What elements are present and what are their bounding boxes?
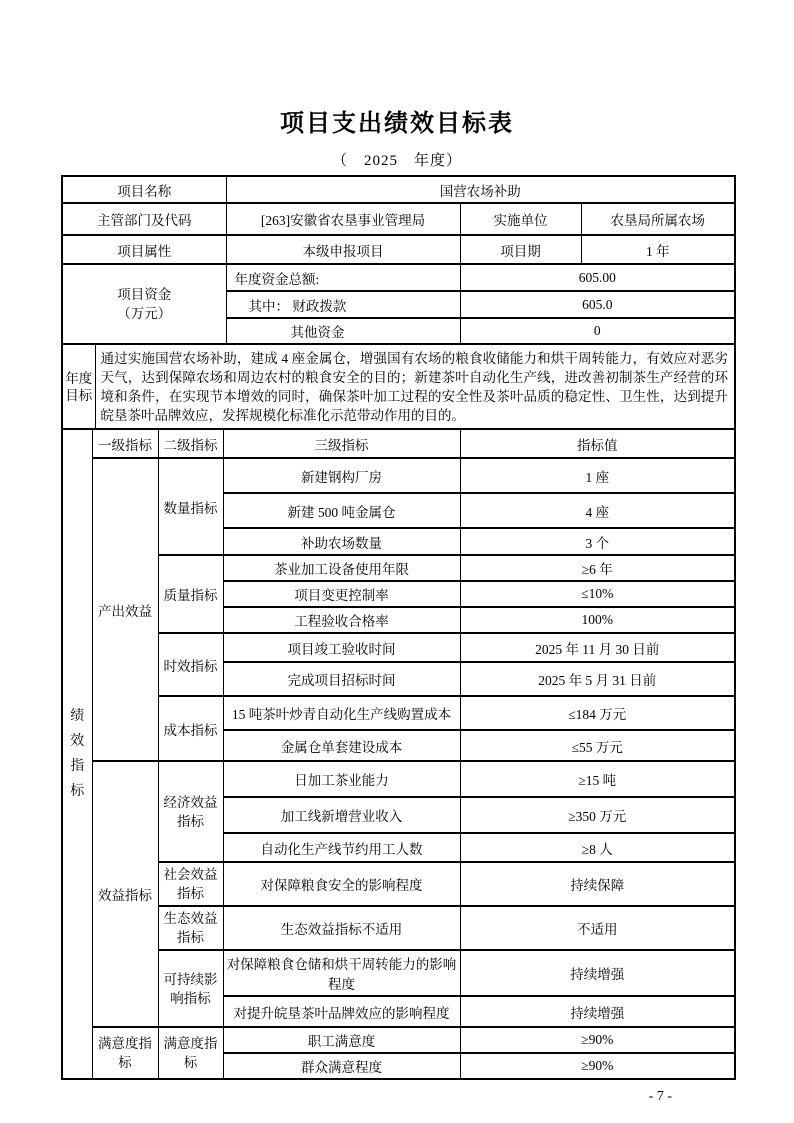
indicator-row <box>62 633 735 662</box>
indicator-value-cell: 4 座 <box>460 493 735 528</box>
funding-label <box>62 264 226 344</box>
level1-satisfaction: 满意度指标 <box>92 1027 158 1079</box>
indicator-name-cell: 对提升皖垦茶叶品牌效应的影响程度 <box>223 996 460 1027</box>
indicator-value-cell: 2025 年 5 月 31 日前 <box>460 662 735 696</box>
funding-label-line1: 项目资金 <box>117 287 172 302</box>
indicator-value-cell: ≥15 吨 <box>460 761 735 797</box>
level2-cost: 成本指标 <box>158 696 223 761</box>
indicator-name-cell: 补助农场数量 <box>223 528 460 555</box>
indicator-name-cell: 对保障粮食安全的影响程度 <box>223 862 460 906</box>
indicator-name-cell: 新建 500 吨金属仓 <box>223 493 460 528</box>
dept-value: [263]安徽省农垦事业管理局 <box>226 203 460 235</box>
project-name-label: 项目名称 <box>62 176 226 203</box>
indicator-value-cell: ≥90% <box>460 1053 735 1079</box>
indicator-value-cell: 3 个 <box>460 528 735 555</box>
attr-row <box>62 235 735 264</box>
header-level3: 三级指标 <box>223 430 460 458</box>
indicator-value-cell: ≥90% <box>460 1027 735 1053</box>
indicator-name-cell: 茶业加工设备使用年限 <box>223 555 460 581</box>
indicator-name-cell: 工程验收合格率 <box>223 607 460 633</box>
period-value: 1 年 <box>581 235 735 264</box>
level2-quantity: 数量指标 <box>158 458 223 555</box>
annual-goal-table <box>61 345 736 430</box>
indicator-name-cell: 新建钢构厂房 <box>223 458 460 493</box>
dept-label: 主管部门及代码 <box>62 203 226 235</box>
side-label-cell <box>62 430 92 1079</box>
indicator-row <box>62 862 735 906</box>
indicator-name-cell: 15 吨茶叶炒青自动化生产线购置成本 <box>223 696 460 730</box>
attr-label: 项目属性 <box>62 235 226 264</box>
indicator-value-cell: ≥350 万元 <box>460 797 735 833</box>
funding-total-label: 年度资金总额: <box>226 264 460 291</box>
funding-other-label: 其他资金 <box>226 318 460 344</box>
level2-quality: 质量指标 <box>158 555 223 633</box>
funding-total-value: 605.00 <box>460 264 735 291</box>
attr-value: 本级申报项目 <box>226 235 460 264</box>
page-subtitle: （ 2025 年度） <box>331 153 462 169</box>
indicator-row <box>62 696 735 730</box>
funding-row-total <box>62 264 735 291</box>
indicator-value-cell: 100% <box>460 607 735 633</box>
indicator-value-cell: ≥6 年 <box>460 555 735 581</box>
indicators-table <box>61 430 736 1080</box>
indicator-value-cell: ≤184 万元 <box>460 696 735 730</box>
indicators-header-row <box>62 430 735 458</box>
indicator-name-cell: 对保障粮食仓储和烘干周转能力的影响程度 <box>223 950 460 996</box>
impl-unit-label: 实施单位 <box>460 203 581 235</box>
indicator-value-cell: ≥8 人 <box>460 833 735 862</box>
level1-output: 产出效益 <box>92 458 158 761</box>
level2-social: 社会效益指标 <box>158 862 223 906</box>
header-value: 指标值 <box>460 430 735 458</box>
side-label: 绩效指标 <box>70 709 85 799</box>
indicator-name-cell: 完成项目招标时间 <box>223 662 460 696</box>
indicator-value-cell: 持续增强 <box>460 996 735 1027</box>
project-info-table <box>61 175 736 345</box>
indicator-row <box>62 458 735 493</box>
indicator-name-cell: 项目竣工验收时间 <box>223 633 460 662</box>
page-number: - 7 - <box>648 1089 672 1104</box>
indicator-name-cell: 加工线新增营业收入 <box>223 797 460 833</box>
indicator-name-cell: 日加工茶业能力 <box>223 761 460 797</box>
page-title: 项目支出绩效目标表 <box>280 111 514 137</box>
dept-row <box>62 203 735 235</box>
funding-fiscal-value: 605.0 <box>460 291 735 318</box>
indicator-name-cell: 群众满意程度 <box>223 1053 460 1079</box>
level2-sustain: 可持续影响指标 <box>158 950 223 1027</box>
indicator-row <box>62 761 735 797</box>
funding-label-line2: （万元） <box>117 306 172 321</box>
annual-goal-row <box>62 345 735 429</box>
impl-unit-value: 农垦局所属农场 <box>581 203 735 235</box>
indicator-name-cell: 职工满意度 <box>223 1027 460 1053</box>
level2-timeliness: 时效指标 <box>158 633 223 696</box>
indicator-value-cell: 不适用 <box>460 906 735 950</box>
level2-satisfaction: 满意度指标 <box>158 1027 223 1079</box>
funding-other-value: 0 <box>460 318 735 344</box>
indicator-row <box>62 950 735 996</box>
indicator-name-cell: 自动化生产线节约用工人数 <box>223 833 460 862</box>
indicator-row <box>62 1027 735 1053</box>
level2-economic: 经济效益指标 <box>158 761 223 862</box>
indicator-name-cell: 项目变更控制率 <box>223 581 460 607</box>
header-level2: 二级指标 <box>158 430 223 458</box>
indicator-value-cell: ≤10% <box>460 581 735 607</box>
indicator-row <box>62 555 735 581</box>
header-level1: 一级指标 <box>92 430 158 458</box>
indicator-row <box>62 906 735 950</box>
indicator-value-cell: ≤55 万元 <box>460 730 735 761</box>
project-name-value: 国营农场补助 <box>226 176 735 203</box>
funding-fiscal-label: 其中： 财政拨款 <box>226 291 460 318</box>
annual-goal-text: 通过实施国营农场补助，建成 4 座金属仓，增强国有农场的粮食收储能力和烘干周转能力，有效应对恶劣天气，达到保障农场和周边农村的粮食安全的目的；新建茶叶自动化生产线，进改善初制茶生产经营的环境和条件，在实现节本增效的同时，确保茶叶加工过程的安全性及茶叶品质的稳定性、卫生性，达到提升皖垦茶叶品牌效应，发挥规模化标准化示范带动作用的目的。 <box>95 345 735 429</box>
indicator-value-cell: 1 座 <box>460 458 735 493</box>
level1-benefit: 效益指标 <box>92 761 158 1027</box>
indicator-value-cell: 持续增强 <box>460 950 735 996</box>
period-label: 项目期 <box>460 235 581 264</box>
indicator-name-cell: 金属仓单套建设成本 <box>223 730 460 761</box>
indicator-name-cell: 生态效益指标不适用 <box>223 906 460 950</box>
project-name-row <box>62 176 735 203</box>
indicator-value-cell: 持续保障 <box>460 862 735 906</box>
level2-ecological: 生态效益指标 <box>158 906 223 950</box>
annual-goal-label: 年度目标 <box>62 345 95 429</box>
indicator-value-cell: 2025 年 11 月 30 日前 <box>460 633 735 662</box>
